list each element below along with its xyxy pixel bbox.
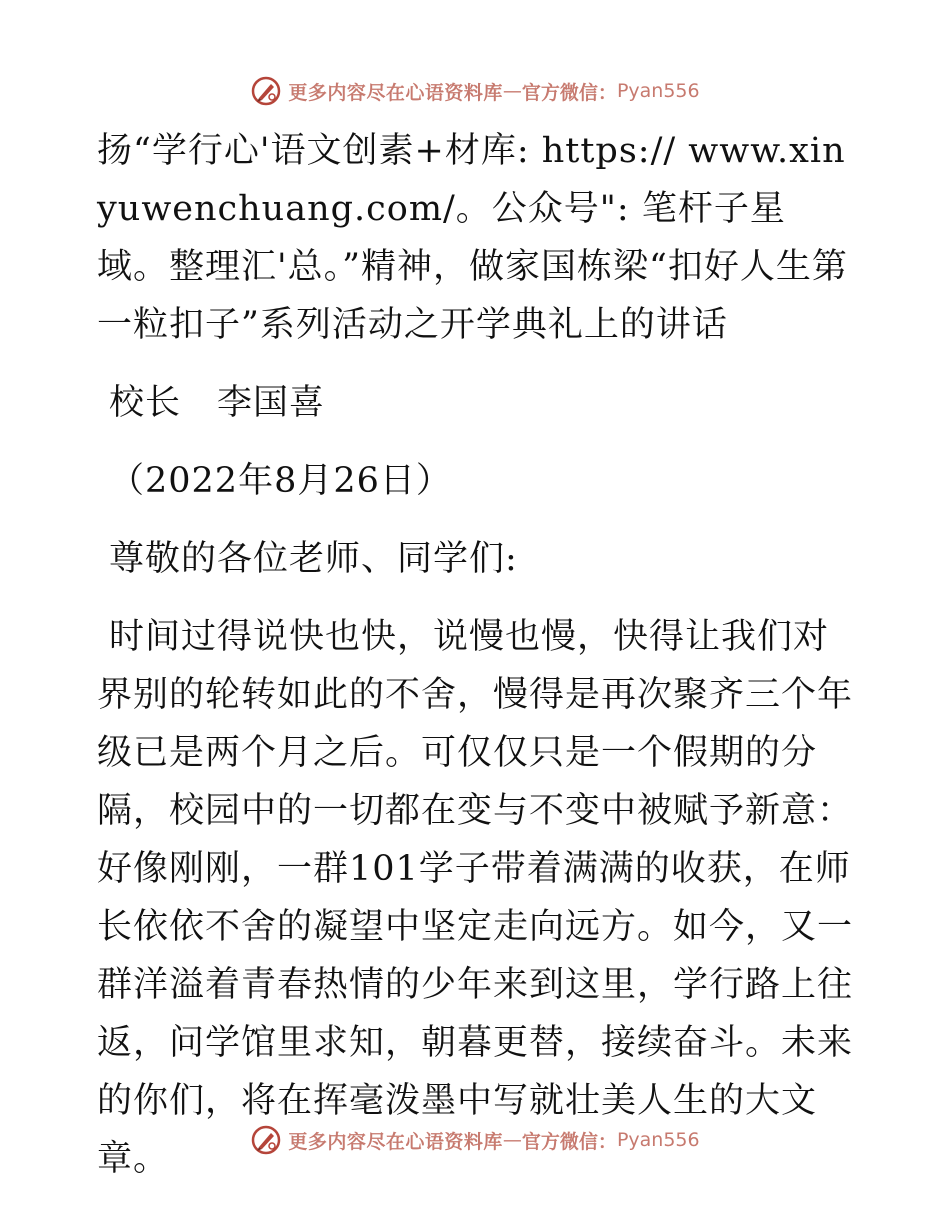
document-paragraph: 时间过得说快也快，说慢也慢，快得让我们对界别的轮转如此的不舍，慢得是再次聚齐三个年级已是两个月之后。可仅仅只是一个假期的分隔，校园中的一切都在变与不变中被赋予新意：好像刚刚，一群101学子带着满满的收获，在师长依依不舍的凝望中坚定走向远方。如今，又一群洋溢着青春热情的少年来到这里，学行路上往返，问学馆里求知，朝暮更替，接续奋斗。未来的你们，将在挥毫泼墨中写就壮美人生的大文章。 — [97, 617, 854, 1179]
pen-logo-icon — [250, 75, 282, 107]
document-date: （2022年8月26日） — [109, 461, 452, 501]
banner-text: 更多内容尽在心语资料库 — [288, 81, 503, 104]
banner-text: 更多内容尽在心语资料库 — [288, 1130, 503, 1153]
footer-watermark-banner — [0, 1120, 950, 1160]
banner-separator: — — [502, 80, 522, 102]
pen-logo-icon — [250, 1124, 282, 1156]
header-watermark-banner — [0, 71, 950, 111]
banner-separator: — — [502, 1129, 522, 1151]
document-body — [97, 122, 857, 1188]
document-title: 扬“学行心'语文创素+材库: https:// www.xinyuwenchuang.com/。公众号": 笔杆子星域。整理汇'总。”精神，做家国栋梁“扣好人生第一粒扣子”系列活动之开学典礼上的讲话 — [97, 131, 848, 345]
banner-wechat-id: Pyan556 — [616, 80, 700, 102]
banner-wechat-label: 官方微信： — [521, 1130, 617, 1153]
document-salutation: 尊敬的各位老师、同学们: — [109, 539, 518, 579]
document-author: 校长 李国喜 — [109, 383, 326, 423]
banner-wechat-id: Pyan556 — [616, 1129, 700, 1151]
banner-wechat-label: 官方微信： — [521, 81, 617, 104]
